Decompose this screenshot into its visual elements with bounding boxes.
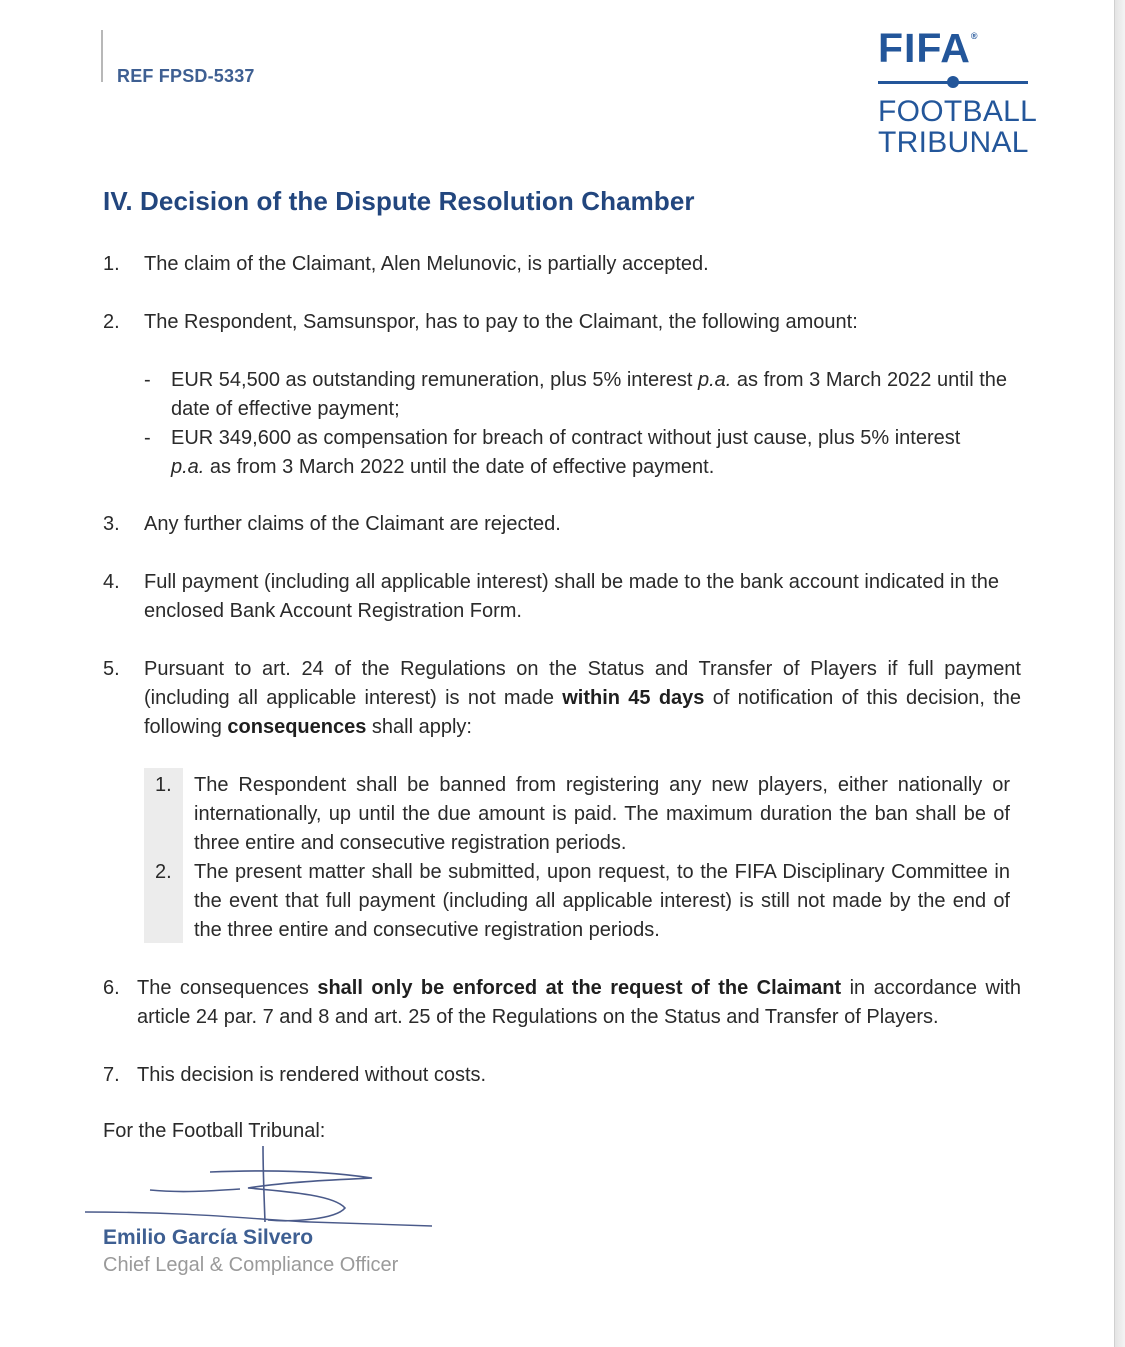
logo-rule <box>878 81 1028 84</box>
page-edge <box>1114 0 1125 1347</box>
item-7-number: 7. <box>103 1064 120 1086</box>
logo-subtitle-line2: TRIBUNAL <box>878 126 1029 159</box>
amount-1-dash: - <box>144 369 151 391</box>
amount-2-dash: - <box>144 427 151 449</box>
item-4-text: Full payment (including all applicable interest) shall be made to the bank account indicated in the enclosed Bank Account Registration Form. <box>144 571 999 622</box>
logo-dot <box>947 76 959 88</box>
item-5-text: Pursuant to art. 24 of the Regulations on the Status and Transfer of Players if full payment (including all applicable interest) is not made within 45 days of notification of this decision, the following consequences shall apply: <box>144 658 1021 738</box>
item-7-text: This decision is rendered without costs. <box>137 1064 487 1086</box>
handwritten-signature <box>80 1140 450 1240</box>
consequence-2-number: 2. <box>155 861 172 883</box>
item-4-number: 4. <box>103 571 120 593</box>
consequence-1-text: The Respondent shall be banned from registering any new players, either nationally or internationally, up until the due amount is paid. The maximum duration the ban shall be of three entire and consecutive registration periods. <box>194 774 1010 854</box>
amount-1-text: EUR 54,500 as outstanding remuneration, plus 5% interest p.a. as from 3 March 2022 until the date of effective payment; <box>171 369 1008 420</box>
item-3-text: Any further claims of the Claimant are rejected. <box>144 513 561 535</box>
item-2-text: The Respondent, Samsunspor, has to pay to the Claimant, the following amount: <box>144 311 858 333</box>
item-3-number: 3. <box>103 513 120 535</box>
reference-number: REF FPSD-5337 <box>117 66 255 86</box>
item-1-text: The claim of the Claimant, Alen Melunovic, is partially accepted. <box>144 253 709 275</box>
logo-subtitle-line1: FOOTBALL <box>878 95 1038 128</box>
section-title: IV. Decision of the Dispute Resolution Chamber <box>103 186 695 216</box>
item-2-number: 2. <box>103 311 120 333</box>
logo-wordmark: FIFA® <box>878 25 979 71</box>
item-1-number: 1. <box>103 253 120 275</box>
signer-name: Emilio García Silvero <box>103 1226 314 1249</box>
item-6-text: The consequences shall only be enforced at the request of the Claimant in accordance with article 24 par. 7 and 8 and art. 25 of the Regulations on the Status and Transfer of Players. <box>137 977 1022 1028</box>
ref-divider <box>101 30 103 82</box>
signer-title: Chief Legal & Compliance Officer <box>103 1254 399 1276</box>
item-6-number: 6. <box>103 977 120 999</box>
consequence-1-number: 1. <box>155 774 172 796</box>
signature-intro: For the Football Tribunal: <box>103 1120 326 1142</box>
fifa-football-tribunal-logo <box>878 25 1038 159</box>
amount-2-text: EUR 349,600 as compensation for breach of contract without just cause, plus 5% interest p.a. as from 3 March 2022 until the date of effective payment. <box>171 427 961 478</box>
consequence-2-text: The present matter shall be submitted, upon request, to the FIFA Disciplinary Committee in the event that full payment (including all applicable interest) is still not made by the end of the three entire and consecutive registration periods. <box>194 861 1010 941</box>
item-5-number: 5. <box>103 658 120 680</box>
